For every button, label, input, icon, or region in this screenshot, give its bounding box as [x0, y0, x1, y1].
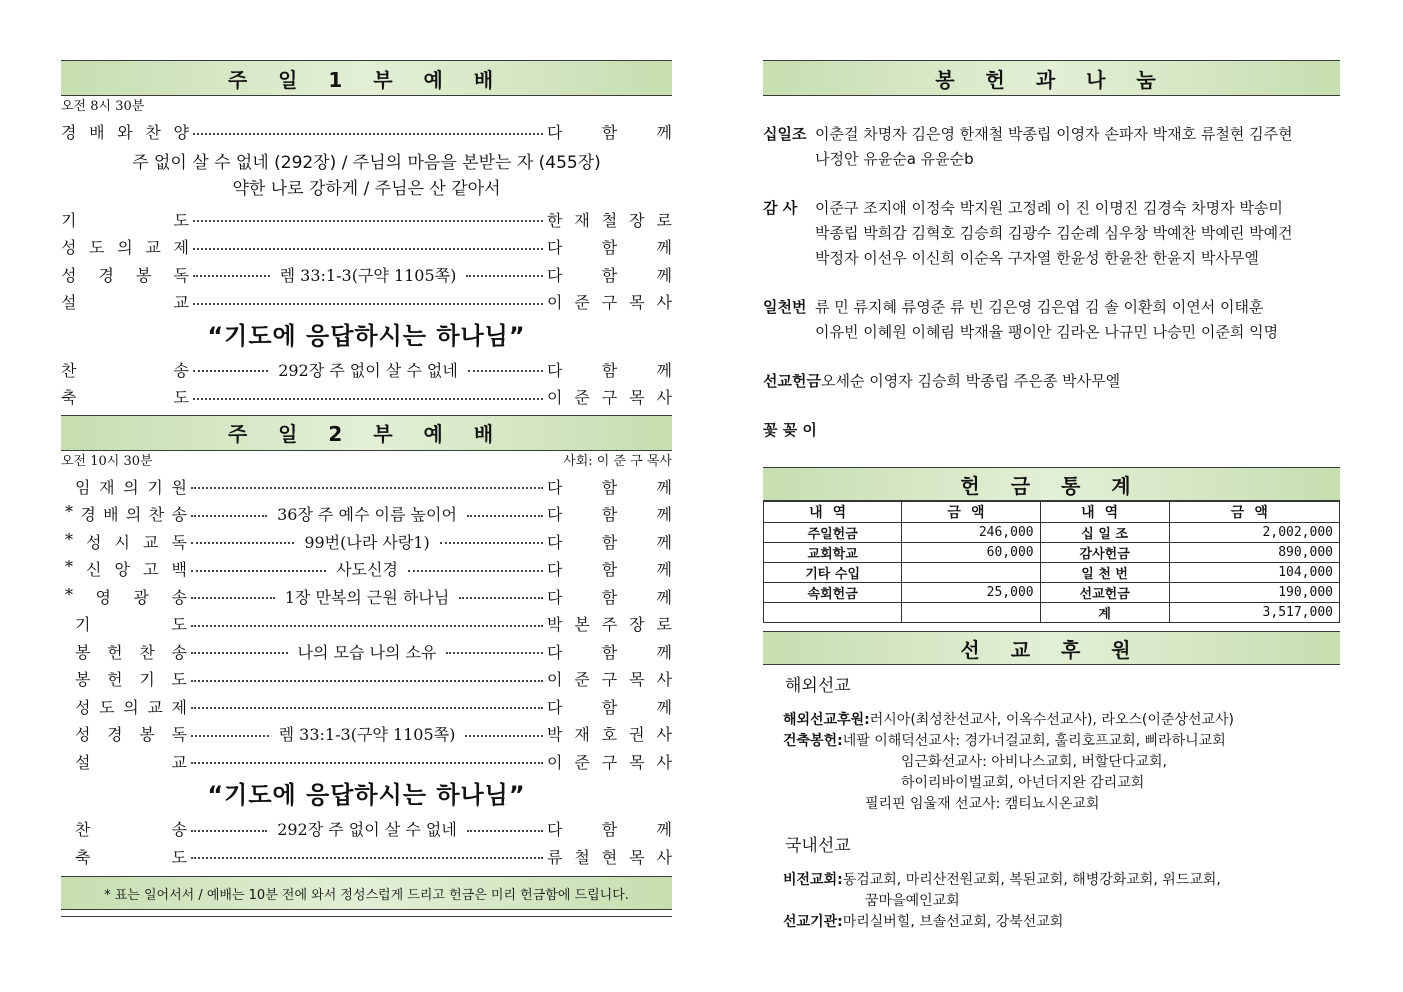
mission-line — [783, 710, 1340, 731]
leader-dots — [466, 275, 543, 277]
offering-stats-table — [763, 501, 1340, 623]
service2-title: 주 일 2 부 예 배 — [61, 415, 672, 451]
praise-hymns — [61, 150, 672, 202]
order-row — [61, 693, 672, 721]
stats-amount — [902, 563, 1040, 583]
service1-sermon-title: “기도에 응답하시는 하나님” — [207, 321, 526, 350]
left-column — [61, 60, 672, 917]
order-person: 다 함 께 — [547, 532, 673, 552]
order-row — [61, 206, 672, 234]
leader-dots — [446, 652, 543, 654]
giving-group — [763, 196, 1340, 271]
stats-row — [764, 603, 1340, 623]
right-column — [763, 60, 1340, 933]
leader-dots — [191, 680, 543, 682]
leader-dots — [193, 398, 543, 400]
order-person: 이 준 구 목 사 — [547, 388, 672, 408]
stats-item: 일 천 번 — [1040, 563, 1169, 583]
leader-dots — [191, 570, 326, 572]
mission-text: 필리핀 임울재 선교사: 캠티뇨시온교회 — [865, 796, 1100, 812]
stats-item: 계 — [1040, 603, 1169, 623]
order-detail: 292장 주 없이 살 수 없네 — [278, 360, 458, 380]
order-row — [61, 843, 672, 871]
order-label: 설 교 — [61, 293, 189, 313]
order-label: 축 도 — [61, 388, 189, 408]
giving-label: 감 사 — [763, 199, 798, 217]
giving-name-line: 류 민 류지혜 류영준 류 빈 김은영 김은엽 김 솔 이환희 이연서 이태훈 — [815, 298, 1264, 316]
stats-item — [764, 603, 902, 623]
giving-label: 십일조 — [763, 125, 807, 143]
stats-item: 속회헌금 — [764, 583, 902, 603]
giving-group — [763, 122, 1340, 172]
order-person: 다 함 께 — [547, 820, 672, 840]
stats-row — [764, 523, 1340, 543]
stats-header: 금액 — [1169, 502, 1339, 523]
stats-item: 기타 수입 — [764, 563, 902, 583]
leader-dots — [191, 597, 275, 599]
giving-names — [821, 369, 1120, 394]
giving-names — [815, 196, 1293, 271]
stats-amount: 2,002,000 — [1169, 523, 1339, 543]
order-person: 이 준 구 목 사 — [547, 293, 672, 313]
giving-group — [763, 295, 1340, 345]
order-label: 경 배 와 찬 양 — [61, 123, 189, 143]
stats-header: 금액 — [902, 502, 1040, 523]
stats-item: 십 일 조 — [1040, 523, 1169, 543]
leader-dots — [193, 220, 543, 222]
order-label: 성 경 봉 독 — [61, 265, 189, 285]
order-person: 이 준 구 목 사 — [547, 752, 672, 772]
giving-name-line: 박정자 이선우 이신희 이순옥 구자열 한윤성 한윤찬 한윤지 박사무엘 — [815, 249, 1259, 267]
mission-text: 네팔 이해덕선교사: 경가너걸교회, 훌리호프교회, 삐라하니교회 — [842, 733, 1226, 749]
leader-dots — [191, 542, 294, 544]
order-label: * 신 앙 고 백 — [65, 557, 187, 580]
stats-item: 교회학교 — [764, 543, 902, 563]
mission-line — [783, 870, 1340, 891]
service1-title: 주 일 1 부 예 배 — [61, 60, 672, 96]
stats-item: 선교헌금 — [1040, 583, 1169, 603]
leader-dots — [467, 830, 543, 832]
leader-dots — [191, 830, 267, 832]
order-label: * 경 배 의 찬 송 — [65, 502, 187, 525]
order-label: 성 도 의 교 제 — [75, 697, 187, 717]
order-detail: 렘 33:1-3(구약 1105쪽) — [279, 265, 457, 285]
order-person: 박 본 주 장 로 — [547, 615, 672, 635]
giving-group — [763, 418, 1340, 443]
order-person: 다 함 께 — [547, 123, 672, 143]
order-label: 임 재 의 기 원 — [75, 477, 187, 497]
order-label: 성 경 봉 독 — [75, 725, 187, 745]
hymn-line-2: 약한 나로 강하게 / 주님은 산 같아서 — [232, 178, 501, 199]
bottom-divider — [61, 916, 672, 917]
order-label: 찬 송 — [75, 820, 187, 840]
leader-dots — [465, 735, 543, 737]
order-row — [61, 665, 672, 693]
leader-dots — [191, 857, 543, 859]
mission-text: 임근화선교사: 아비나스교회, 버할단다교회, — [901, 754, 1167, 770]
order-row — [61, 473, 672, 501]
order-person: 다 함 께 — [547, 642, 672, 662]
service-note: * 표는 일어서서 / 예배는 10분 전에 와서 정성스럽게 드리고 헌금은 미리 헌금함에 드립니다. — [61, 876, 672, 910]
order-row — [61, 638, 672, 666]
leader-dots — [191, 515, 267, 517]
leader-dots — [408, 570, 543, 572]
mission-line — [783, 912, 1340, 933]
order-person: 다 함 께 — [547, 560, 673, 580]
leader-dots — [467, 515, 543, 517]
stats-row — [764, 563, 1340, 583]
order-detail: 나의 모습 나의 소유 — [297, 642, 437, 662]
order-row — [61, 815, 672, 843]
order-row — [61, 748, 672, 776]
order-detail: 1장 만복의 근원 하나님 — [284, 587, 450, 607]
stats-amount: 190,000 — [1169, 583, 1339, 603]
domestic-title: 국내선교 — [785, 836, 851, 856]
order-person: 다 함 께 — [547, 505, 672, 525]
order-person: 다 함 께 — [547, 360, 672, 380]
stats-amount: 104,000 — [1169, 563, 1339, 583]
order-row — [61, 383, 672, 411]
order-detail: 렘 33:1-3(구약 1105쪽) — [278, 725, 456, 745]
order-row — [61, 528, 672, 556]
service1-time: 오전 8시 30분 — [61, 99, 145, 114]
leader-dots — [191, 762, 543, 764]
order-row — [61, 610, 672, 638]
mission-label: 선교기관: — [783, 914, 843, 930]
stats-amount: 60,000 — [902, 543, 1040, 563]
stats-header: 내역 — [764, 502, 902, 523]
leader-dots — [193, 370, 268, 372]
order-row — [61, 500, 672, 528]
order-label: 설 교 — [75, 752, 187, 772]
leader-dots — [193, 248, 543, 250]
mission-text: 러시아(최성찬선교사, 이옥수선교사), 라오스(이준상선교사) — [869, 712, 1234, 728]
stats-item: 감사헌금 — [1040, 543, 1169, 563]
giving-label: 꽃 꽂 이 — [763, 421, 817, 439]
order-detail: 99번(나라 사랑1) — [304, 532, 430, 552]
order-row — [61, 720, 672, 748]
order-person: 다 함 께 — [547, 477, 672, 497]
order-person: 이 준 구 목 사 — [547, 670, 672, 690]
giving-label: 일천번 — [763, 298, 807, 316]
stats-amount: 890,000 — [1169, 543, 1339, 563]
stats-title: 헌 금 통 계 — [763, 467, 1340, 501]
giving-name-line: 이준구 조지애 이정숙 박지원 고정례 이 진 이명진 김경숙 차명자 박송미 — [815, 199, 1283, 217]
giving-group — [763, 369, 1340, 394]
giving-name-line: 박종립 박희감 김혁호 김승희 김광수 김순례 심우창 박예찬 박예린 박예건 — [815, 224, 1293, 242]
giving-names — [815, 295, 1278, 345]
stats-amount — [902, 603, 1040, 623]
giving-label: 선교헌금 — [763, 372, 821, 390]
leader-dots — [191, 487, 543, 489]
mission-line — [783, 752, 1340, 773]
order-label: * 영 광 송 — [65, 584, 187, 607]
order-label: 기 도 — [61, 210, 189, 230]
order-row — [61, 356, 672, 384]
order-label: * 성 시 교 독 — [65, 529, 187, 552]
order-person: 박 재 호 권 사 — [547, 725, 672, 745]
mission-label: 건축봉헌: — [783, 733, 843, 749]
order-person: 다 함 께 — [547, 587, 673, 607]
order-detail: 사도신경 — [336, 560, 398, 580]
leader-dots — [191, 707, 543, 709]
service2-time: 오전 10시 30분 — [61, 453, 153, 469]
stats-amount: 25,000 — [902, 583, 1040, 603]
stats-amount: 3,517,000 — [1169, 603, 1339, 623]
giving-title: 봉 헌 과 나 눔 — [763, 60, 1340, 96]
stats-item: 주일헌금 — [764, 523, 902, 543]
order-label: 봉 헌 찬 송 — [75, 642, 187, 662]
stats-amount: 246,000 — [902, 523, 1040, 543]
stats-row — [764, 543, 1340, 563]
leader-dots — [191, 735, 269, 737]
order-person: 다 함 께 — [547, 265, 672, 285]
hymn-line-1: 주 없이 살 수 없네 (292장) / 주님의 마음을 본받는 자 (455장) — [132, 152, 601, 173]
order-row — [61, 288, 672, 316]
order-label: 기 도 — [75, 615, 187, 635]
service2-sermon-title: “기도에 응답하시는 하나님” — [207, 781, 526, 809]
service2-leader: 사회: 이 준 구 목사 — [563, 453, 672, 469]
mission-text: 하이리바이벌교회, 아넌더지완 감리교회 — [901, 775, 1145, 791]
leader-dots — [191, 625, 543, 627]
leader-dots — [193, 275, 270, 277]
stats-row — [764, 583, 1340, 603]
giving-names — [815, 122, 1293, 172]
leader-dots — [191, 652, 288, 654]
giving-name-line: 이춘걸 차명자 김은영 한재철 박종립 이영자 손파자 박재호 류철현 김주현 — [815, 125, 1293, 143]
leader-dots — [468, 370, 543, 372]
mission-label: 비전교회: — [783, 872, 843, 888]
order-row — [61, 555, 672, 583]
order-row — [61, 118, 672, 146]
order-label: 찬 송 — [61, 360, 189, 380]
order-label: 성 도 의 교 제 — [61, 238, 189, 258]
leader-dots — [193, 303, 543, 305]
order-label: 봉 헌 기 도 — [75, 670, 187, 690]
order-row — [61, 583, 672, 611]
overseas-title: 해외선교 — [785, 676, 851, 696]
service2-header — [61, 451, 672, 473]
mission-line — [783, 891, 1340, 912]
mission-text: 꿈마을예인교회 — [865, 893, 960, 909]
order-person: 다 함 께 — [547, 238, 672, 258]
leader-dots — [459, 597, 543, 599]
order-person: 다 함 께 — [547, 697, 672, 717]
mission-line — [783, 794, 1340, 815]
mission-line — [783, 731, 1340, 752]
order-person: 류 철 현 목 사 — [547, 847, 672, 867]
leader-dots — [440, 542, 543, 544]
mission-title: 선 교 후 원 — [763, 631, 1340, 665]
leader-dots — [193, 133, 543, 135]
stats-header: 내역 — [1040, 502, 1169, 523]
order-row — [61, 233, 672, 261]
order-detail: 36장 주 예수 이름 높이어 — [277, 505, 457, 525]
mission-label: 해외선교후원: — [783, 712, 870, 728]
order-label: 축 도 — [75, 847, 187, 867]
order-detail: 292장 주 없이 살 수 없네 — [277, 820, 457, 840]
mission-text: 마리실버힐, 브솔선교회, 강북선교회 — [842, 914, 1064, 930]
order-row — [61, 261, 672, 289]
giving-name-line: 이유빈 이혜원 이혜림 박재율 팽이안 김라온 나규민 나승민 이준희 익명 — [815, 323, 1279, 341]
mission-text: 동검교회, 마리산전원교회, 복된교회, 해병강화교회, 위드교회, — [842, 872, 1221, 888]
giving-name-line: 나정안 유윤순a 유윤순b — [815, 150, 974, 168]
mission-line — [783, 773, 1340, 794]
order-person: 한 재 철 장 로 — [547, 210, 672, 230]
giving-name-line: 오세순 이영자 김승희 박종립 주은종 박사무엘 — [820, 372, 1121, 390]
